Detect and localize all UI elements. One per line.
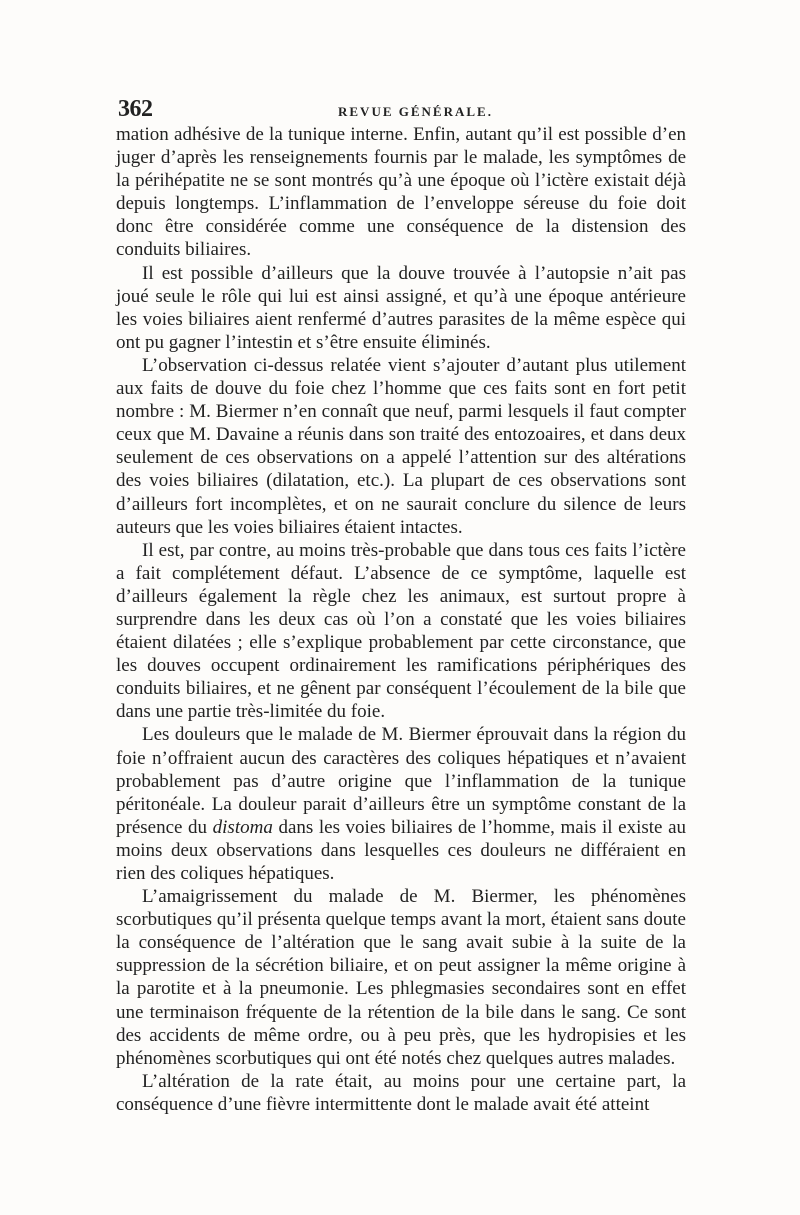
article-body [116,123,686,1116]
page-header [118,96,684,124]
paragraph-2 [116,262,686,354]
paragraph-1 [116,123,686,262]
italic-term: distoma [212,816,273,838]
paragraph-6 [116,885,686,1070]
text-run: Les douleurs que le malade de M. Biermer éprouvait dans la région du foie n’offraient aucun des caractères des coliques hépatiques et n’avaient probablement pas d’autre origine que l’inflammation de la tunique péritonéale. La douleur parait d’ailleurs être un symptôme constant de la présence du [116,724,686,838]
text-run: L’observation ci-dessus relatée vient s’ajouter d’autant plus utilement aux faits de douve du foie chez l’homme que ces faits sont en fort petit nombre : M. Biermer n’en connaît que neuf, parmi lesquels il faut compter ceux que M. Davaine a réunis dans son traité des entozoaires, et dans deux seulement de ces observations on a appelé l’attention sur des altérations des voies biliaires (dilatation, etc.). La plupart de ces observations sont d’ailleurs fort incomplètes, et on ne saurait conclure du silence de leurs auteurs que les voies biliaires étaient intactes. [116,354,686,538]
page-number: 362 [118,96,153,122]
text-run: Il est, par contre, au moins très-probable que dans tous ces faits l’ictère a fait complétement défaut. L’absence de ce symptôme, laquelle est d’ailleurs également la règle chez les animaux, est surtout propre à surprendre dans les deux cas où l’on a constaté que les voies biliaires étaient dilatées ; elle s’explique probablement par cette circonstance, que les douves occupent ordinairement les ramifications périphériques des conduits biliaires, et ne gênent par conséquent l’écoulement de la bile que dans une partie très-limitée du foie. [116,539,686,723]
paragraph-4 [116,539,686,724]
text-run: dans les voies biliaires de l’homme, mais il existe au moins deux observations dans lesquelles ces douleurs ne différaient en rien des coliques hépatiques. [116,816,686,884]
text-run: L’altération de la rate était, au moins pour une certaine part, la conséquence d’une fièvre intermittente dont le malade avait été atteint [116,1070,686,1115]
running-title: REVUE GÉNÉRALE. [338,104,493,119]
paragraph-5 [116,723,686,885]
text-run: mation adhésive de la tunique interne. Enfin, autant qu’il est possible d’en juger d’après les renseignements fournis par le malade, les symptômes de la périhépatite ne se sont montrés qu’à une époque où l’ictère existait déjà depuis longtemps. L’inflammation de l’enveloppe séreuse du foie doit donc être considérée comme une conséquence de la distension des conduits biliaires. [116,124,686,261]
text-run: L’amaigrissement du malade de M. Biermer, les phénomènes scorbutiques qu’il présenta quelque temps avant la mort, étaient sans doute la conséquence de l’altération que le sang avait subie à la suite de la suppression de la sécrétion biliaire, et on peut assigner la même origine à la parotite et à la pneumonie. Les phlegmasies secondaires sont en effet une terminaison fréquente de la rétention de la bile dans le sang. Ce sont des accidents de même ordre, ou à peu près, que les hydropisies et les phénomènes scorbutiques qui ont été notés chez quelques autres malades. [116,886,686,1069]
paragraph-3 [116,354,686,539]
text-run: Il est possible d’ailleurs que la douve trouvée à l’autopsie n’ait pas joué seule le rôle qui lui est ainsi assigné, et qu’à une époque antérieure les voies biliaires aient renfermé d’autres parasites de la même espèce qui ont pu gagner l’intestin et s’être ensuite éliminés. [116,262,686,353]
paragraph-7 [116,1070,686,1116]
